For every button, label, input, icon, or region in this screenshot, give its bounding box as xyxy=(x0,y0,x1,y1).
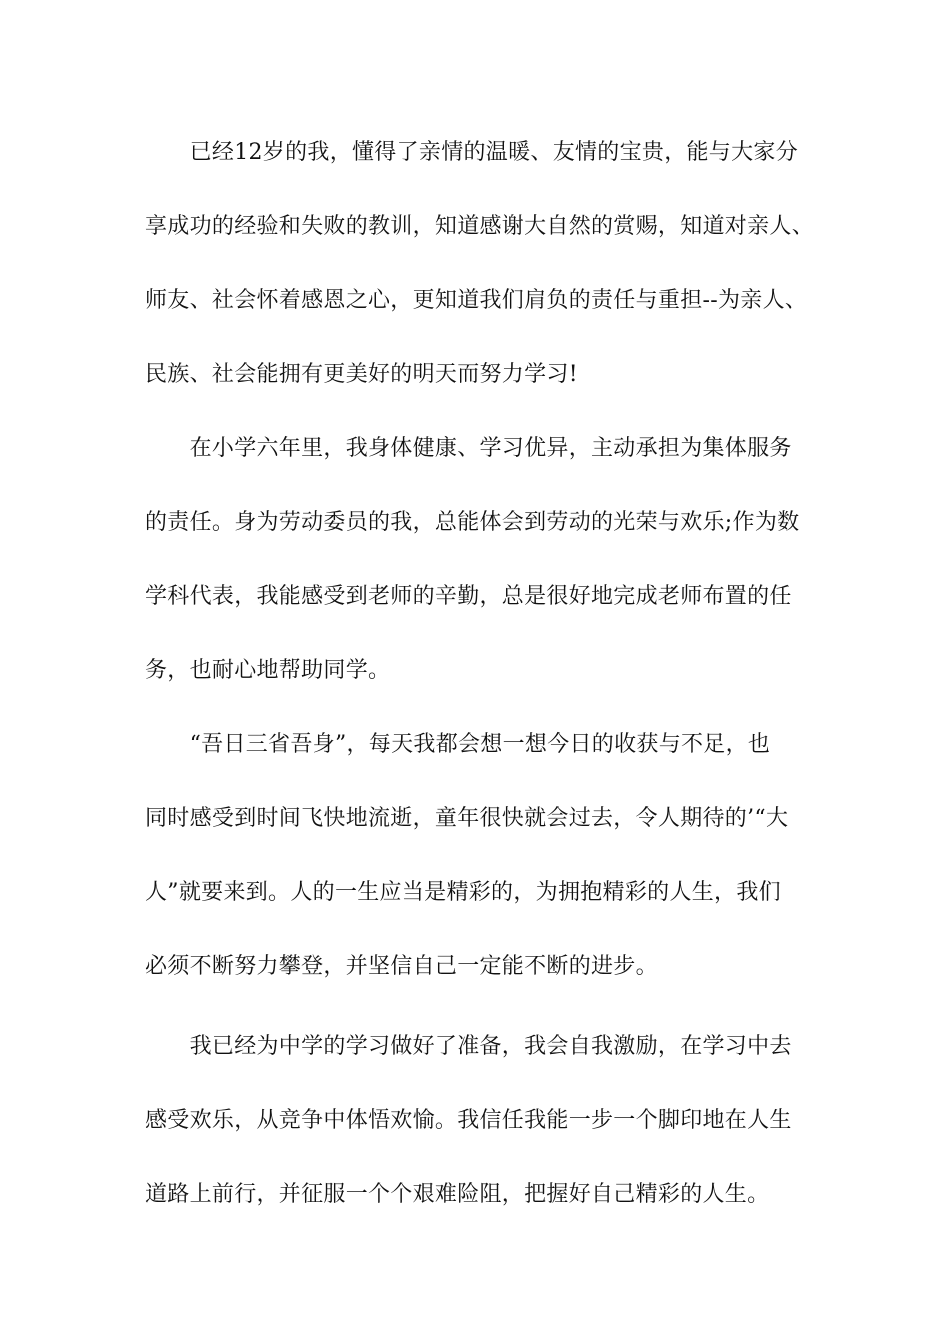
paragraph-1-line-4: 民族、社会能拥有更美好的明天而努力学习! xyxy=(145,362,578,387)
paragraph-2-line-1: 在小学六年里，我身体健康、学习优异，主动承担为集体服务 xyxy=(145,436,792,461)
paragraph-3-line-4: 必须不断努力攀登，并坚信自己一定能不断的进步。 xyxy=(145,954,658,979)
paragraph-3-line-3: 人”就要来到。人的一生应当是精彩的，为拥抱精彩的人生，我们 xyxy=(145,880,781,905)
paragraph-4-line-1: 我已经为中学的学习做好了准备，我会自我激励，在学习中去 xyxy=(145,1034,792,1059)
paragraph-1-line-3: 师友、社会怀着感恩之心，更知道我们肩负的责任与重担--为亲人、 xyxy=(145,288,808,313)
paragraph-4-line-3: 道路上前行，并征服一个个艰难险阻，把握好自己精彩的人生。 xyxy=(145,1182,770,1207)
paragraph-2-line-2: 的责任。身为劳动委员的我，总能体会到劳动的光荣与欢乐;作为数 xyxy=(145,510,800,535)
paragraph-1-line-1: 已经12岁的我，懂得了亲情的温暖、友情的宝贵，能与大家分 xyxy=(145,140,798,165)
paragraph-4-line-2: 感受欢乐，从竞争中体悟欢愉。我信任我能一步一个脚印地在人生 xyxy=(145,1108,792,1133)
paragraph-3-line-2: 同时感受到时间飞快地流逝，童年很快就会过去，令人期待的’“大 xyxy=(145,806,789,831)
paragraph-2-line-4: 务，也耐心地帮助同学。 xyxy=(145,658,391,683)
paragraph-1-line-2: 享成功的经验和失败的教训，知道感谢大自然的赏赐，知道对亲人、 xyxy=(145,214,815,239)
paragraph-2-line-3: 学科代表，我能感受到老师的辛勤，总是很好地完成老师布置的任 xyxy=(145,584,792,609)
paragraph-3-line-1: “吾日三省吾身”，每天我都会想一想今日的收获与不足，也 xyxy=(145,732,771,757)
